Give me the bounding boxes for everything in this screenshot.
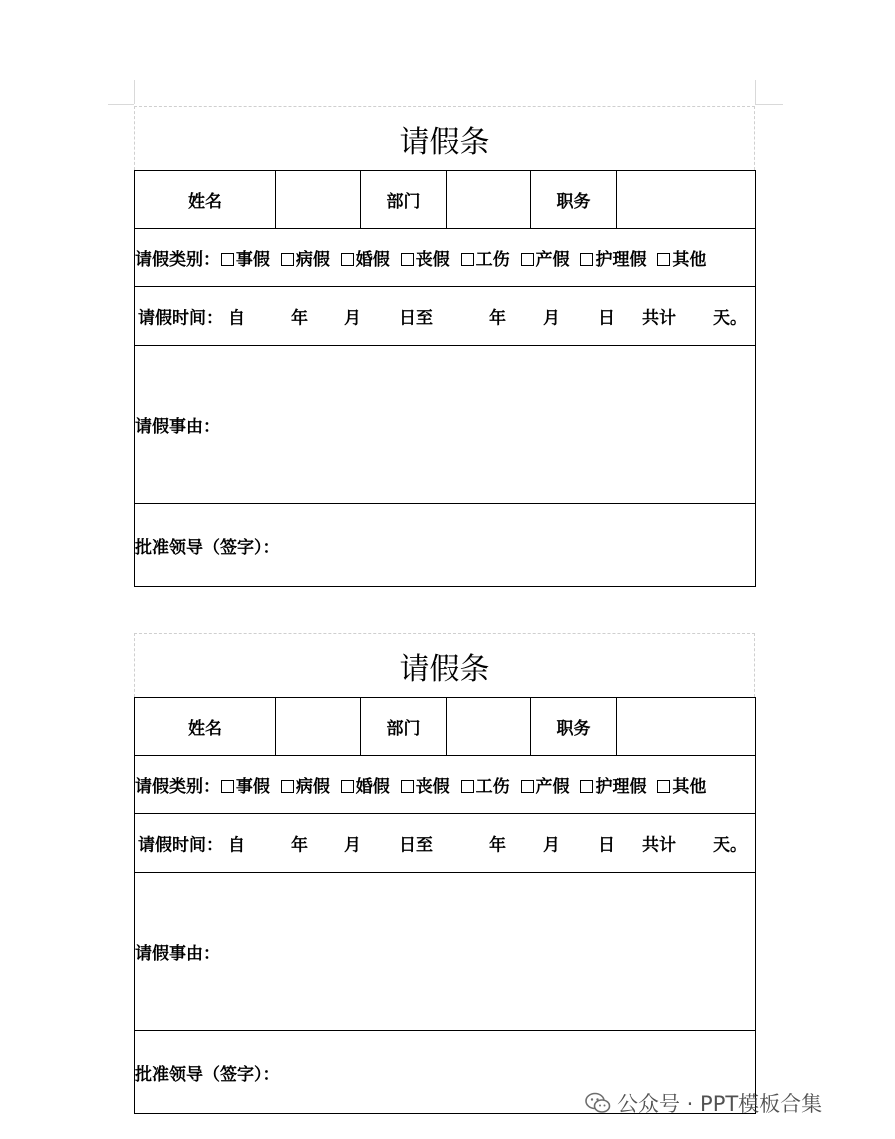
time-year-2: 年 — [489, 835, 506, 856]
form-title: 请假条 — [134, 106, 755, 170]
leave-type-option[interactable]: 产假 — [516, 777, 570, 797]
leave-time-row — [135, 287, 756, 346]
time-day-2: 日 — [598, 835, 615, 856]
position-field[interactable] — [617, 698, 756, 756]
watermark — [585, 1086, 822, 1120]
checkbox[interactable] — [401, 253, 414, 266]
crop-mark-v-left — [134, 80, 135, 104]
time-day-2: 日 — [598, 308, 615, 329]
leave-time-label: 请假时间： — [138, 308, 223, 329]
time-month-2: 月 — [543, 308, 560, 329]
leave-time-label: 请假时间： — [138, 835, 223, 856]
leave-type-option[interactable]: 其他 — [652, 777, 706, 797]
name-field[interactable] — [276, 171, 361, 229]
time-year-1: 年 — [291, 308, 308, 329]
checkbox[interactable] — [461, 253, 474, 266]
time-day-to: 日至 — [399, 308, 433, 329]
name-label: 姓名 — [135, 698, 276, 756]
name-field[interactable] — [276, 698, 361, 756]
leave-type-option[interactable]: 婚假 — [336, 777, 390, 797]
leave-type-label: 请假类别： — [135, 250, 220, 270]
checkbox[interactable] — [281, 780, 294, 793]
checkbox[interactable] — [461, 780, 474, 793]
checkbox[interactable] — [221, 253, 234, 266]
checkbox[interactable] — [657, 780, 670, 793]
checkbox[interactable] — [341, 780, 354, 793]
leave-reason-label: 请假事由： — [135, 944, 220, 964]
time-days: 天。 — [713, 835, 747, 856]
wechat-icon — [585, 1092, 611, 1114]
position-label: 职务 — [531, 171, 617, 229]
leave-type-option[interactable]: 病假 — [276, 777, 330, 797]
checkbox[interactable] — [341, 253, 354, 266]
department-field[interactable] — [447, 698, 531, 756]
leave-type-option[interactable]: 护理假 — [575, 777, 646, 797]
approver-label: 批准领导（签字）： — [135, 1064, 280, 1085]
approver-label: 批准领导（签字）： — [135, 537, 280, 558]
form-title: 请假条 — [134, 633, 755, 697]
leave-type-label: 请假类别： — [135, 777, 220, 797]
name-label: 姓名 — [135, 171, 276, 229]
checkbox[interactable] — [657, 253, 670, 266]
time-total: 共计 — [642, 835, 676, 856]
checkbox[interactable] — [521, 253, 534, 266]
leave-type-option[interactable]: 丧假 — [396, 777, 450, 797]
checkbox[interactable] — [221, 780, 234, 793]
time-total: 共计 — [642, 308, 676, 329]
form-table — [134, 697, 756, 1114]
time-month-2: 月 — [543, 835, 560, 856]
leave-type-option[interactable]: 工伤 — [456, 250, 510, 270]
time-from: 自 — [228, 835, 245, 856]
leave-type-option[interactable]: 事假 — [221, 250, 270, 270]
checkbox[interactable] — [580, 253, 593, 266]
watermark-text: 公众号 · PPT模板合集 — [617, 1092, 823, 1116]
time-year-2: 年 — [489, 308, 506, 329]
time-month-1: 月 — [344, 308, 361, 329]
leave-type-option[interactable]: 事假 — [221, 777, 270, 797]
position-field[interactable] — [617, 171, 756, 229]
approver-signature-field[interactable] — [135, 504, 756, 587]
leave-type-option[interactable]: 护理假 — [575, 250, 646, 270]
leave-time-row — [135, 814, 756, 873]
department-label: 部门 — [361, 171, 447, 229]
position-label: 职务 — [531, 698, 617, 756]
crop-mark-h-right — [755, 104, 783, 105]
department-label: 部门 — [361, 698, 447, 756]
time-year-1: 年 — [291, 835, 308, 856]
leave-type-option[interactable]: 丧假 — [396, 250, 450, 270]
checkbox[interactable] — [281, 253, 294, 266]
leave-reason-field[interactable] — [135, 873, 756, 1031]
leave-reason-field[interactable] — [135, 346, 756, 504]
crop-mark-v-right — [755, 80, 756, 104]
checkbox[interactable] — [401, 780, 414, 793]
leave-type-row — [135, 229, 756, 287]
time-month-1: 月 — [344, 835, 361, 856]
time-days: 天。 — [713, 308, 747, 329]
checkbox[interactable] — [580, 780, 593, 793]
leave-reason-label: 请假事由： — [135, 417, 220, 437]
checkbox[interactable] — [521, 780, 534, 793]
leave-type-option[interactable]: 工伤 — [456, 777, 510, 797]
leave-type-option[interactable]: 其他 — [652, 250, 706, 270]
leave-type-option[interactable]: 病假 — [276, 250, 330, 270]
leave-type-option[interactable]: 产假 — [516, 250, 570, 270]
leave-type-row — [135, 756, 756, 814]
time-day-to: 日至 — [399, 835, 433, 856]
form-table — [134, 170, 756, 587]
department-field[interactable] — [447, 171, 531, 229]
crop-mark-h-left — [108, 104, 134, 105]
time-from: 自 — [228, 308, 245, 329]
leave-type-option[interactable]: 婚假 — [336, 250, 390, 270]
